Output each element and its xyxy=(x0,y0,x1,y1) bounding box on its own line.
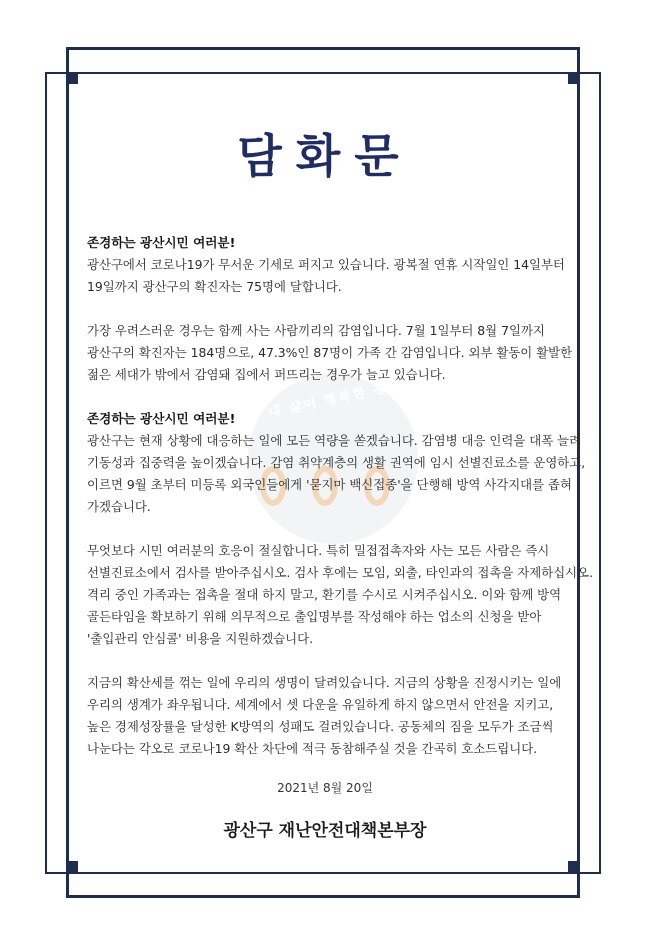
paragraph-line: '출입관리 안심콜' 비용을 지원하겠습니다. xyxy=(87,631,314,646)
paragraph-line: 19일까지 광산구의 확진자는 75명에 달합니다. xyxy=(87,279,342,294)
paragraph-line: 광산구에서 코로나19가 무서운 기세로 퍼지고 있습니다. 광복절 연휴 시작일인 14일부터 xyxy=(87,257,565,272)
statement-signature: 광산구 재난안전대책본부장 xyxy=(223,821,427,841)
corner-square-bottom-left xyxy=(67,861,78,872)
statement-date: 2021년 8월 20일 xyxy=(277,781,373,795)
paragraph-line: 가겠습니다. xyxy=(87,499,151,514)
corner-square-bottom-right xyxy=(568,861,579,872)
paragraph-5 xyxy=(87,672,571,760)
paragraph-line: 광산구의 확진자는 184명으로, 47.3%인 87명이 가족 간 감염입니다. 외부 활동이 활발한 xyxy=(87,345,573,360)
paragraph-line: 젊은 세대가 밖에서 감염돼 집에서 퍼뜨리는 경우가 늘고 있습니다. xyxy=(87,367,446,382)
paragraph-4 xyxy=(87,540,594,650)
paragraph-line: 격리 중인 가족과는 접촉을 절대 하지 말고, 환기를 수시로 시켜주십시오. 이와 함께 방역 xyxy=(87,587,562,602)
paragraph-1 xyxy=(87,232,571,298)
paragraph-heading: 존경하는 광산시민 여러분! xyxy=(87,411,236,426)
paragraph-line: 광산구는 현재 상황에 대응하는 일에 모든 역량을 쏟겠습니다. 감염병 대응 인력을 대폭 늘려 xyxy=(87,433,582,448)
paragraph-line: 무엇보다 시민 여러분의 호응이 절실합니다. 특히 밀접접촉자와 사는 모든 사람은 즉시 xyxy=(87,543,550,558)
statement-body xyxy=(87,232,594,782)
paragraph-line: 선별진료소에서 검사를 받아주십시오. 검사 후에는 모임, 외출, 타인과의 접촉을 자제하십시오. xyxy=(87,565,594,580)
paragraph-line: 우리의 생계가 좌우됩니다. 세계에서 셋 다운을 유일하게 하지 않으면서 안전을 지키고, xyxy=(87,697,554,712)
paragraph-2 xyxy=(87,320,571,386)
corner-square-top-left xyxy=(67,73,78,84)
paragraph-line: 가장 우려스러운 경우는 함께 사는 사람끼리의 감염입니다. 7월 1일부터 8월 7일까지 xyxy=(87,323,545,338)
paragraph-heading: 존경하는 광산시민 여러분! xyxy=(87,235,236,250)
watermark-slogan: 내 삶이 행복한 광산 xyxy=(267,377,404,421)
paragraph-line: 나눈다는 각오로 코로나19 확산 차단에 적극 동참해주실 것을 간곡히 호소드립니다. xyxy=(87,741,538,756)
paragraph-line: 이르면 9월 초부터 미등록 외국인들에게 '묻지마 백신접종'을 단행해 방역 사각지대를 좁혀 xyxy=(87,477,572,492)
corner-square-top-right xyxy=(568,73,579,84)
paragraph-line: 지금의 확산세를 꺾는 일에 우리의 생명이 달려있습니다. 지금의 상황을 진정시키는 일에 xyxy=(87,675,562,690)
paragraph-3 xyxy=(87,408,586,518)
page-title: 담화문 xyxy=(237,129,413,183)
paragraph-line: 기동성과 집중력을 높이겠습니다. 감염 취약계층의 생활 권역에 임시 선별진료소를 운영하고, xyxy=(87,455,586,470)
paragraph-line: 높은 경제성장률을 달성한 K방역의 성패도 걸려있습니다. 공동체의 짐을 모두가 조금씩 xyxy=(87,719,554,734)
paragraph-line: 골든타임을 확보하기 위해 의무적으로 출입명부를 작성해야 하는 업소의 신청을 받아 xyxy=(87,609,542,624)
